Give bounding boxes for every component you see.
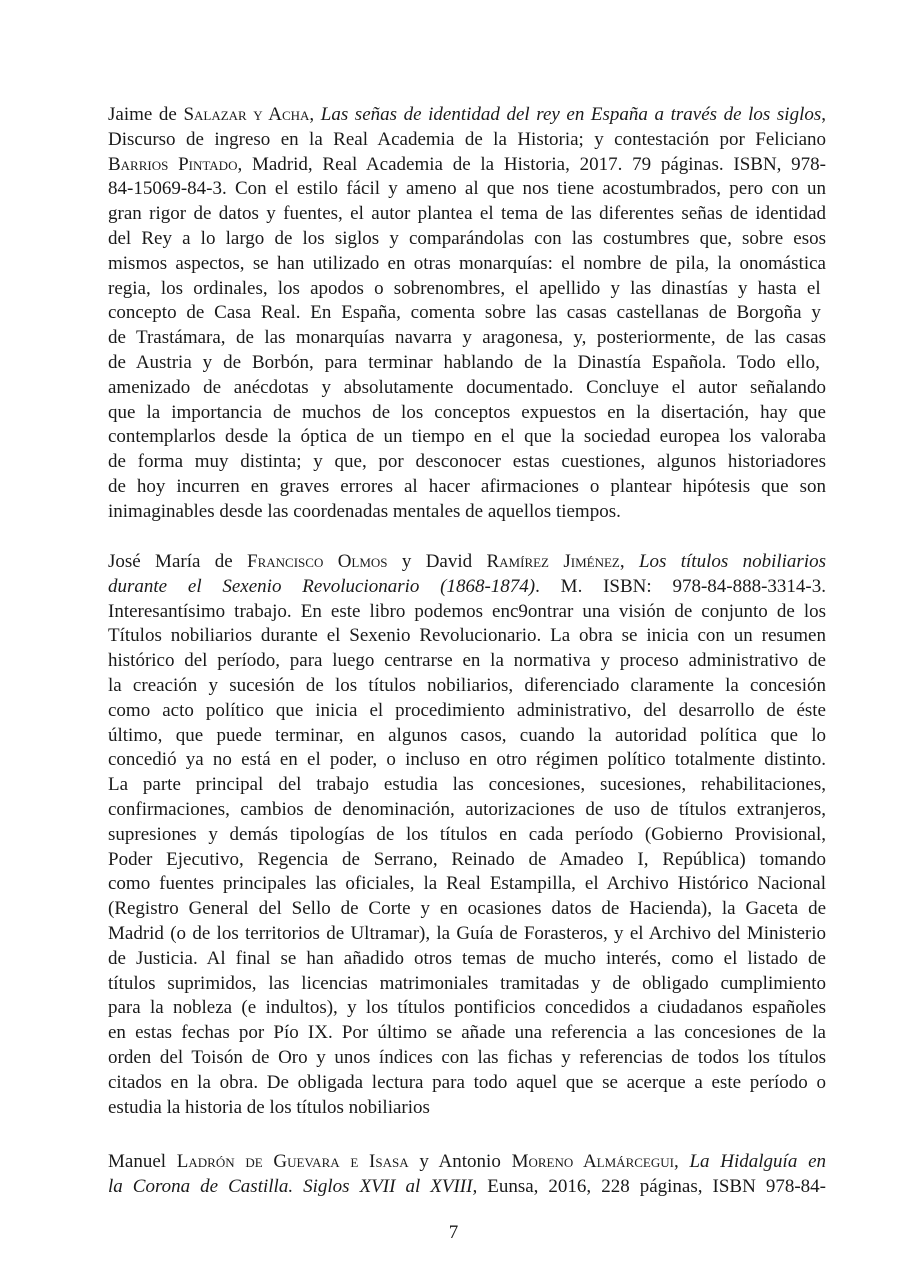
text-segment: Madrid (o de los territorios de Ultramar), la Guía de Forasteros, y el Archivo del Ministerio <box>108 922 826 944</box>
book-title: Los títulos nobiliarios <box>638 551 826 572</box>
text-segment: contemplarlos desde la óptica de un tiempo en el que la sociedad europea los valoraba <box>108 426 826 448</box>
text-line <box>108 326 826 351</box>
text-line-content <box>108 972 826 997</box>
text-line-content <box>108 1021 826 1046</box>
text-segment: en estas fechas por Pío IX. Por último se añade una referencia a las concesiones de la <box>108 1022 826 1044</box>
text-line <box>108 897 826 922</box>
text-line-content <box>108 252 826 277</box>
text-line <box>108 202 826 227</box>
text-line <box>108 1096 826 1121</box>
text-segment: , <box>821 104 826 125</box>
text-line-content <box>108 575 826 600</box>
text-line <box>108 773 826 798</box>
text-line-content <box>108 475 826 500</box>
text-segment: , Madrid, Real Academia de la Historia, 2017. 79 páginas. ISBN, 978- <box>237 153 827 175</box>
text-line-content <box>108 177 826 202</box>
text-segment: para la nobleza (e indultos), y los títulos pontificios concedidos a ciudadanos españoles <box>108 997 826 1019</box>
text-line <box>108 624 826 649</box>
text-segment: , <box>309 104 321 125</box>
text-segment: histórico del período, para luego centrarse en la normativa y proceso administrativo de <box>108 650 826 672</box>
page-number: 7 <box>448 1222 459 1243</box>
text-line-content <box>108 947 826 972</box>
text-line <box>108 103 826 128</box>
text-line-content <box>108 450 826 475</box>
text-line-content <box>108 773 826 798</box>
text-line <box>108 277 826 302</box>
text-line-content <box>108 897 826 922</box>
text-segment: . M. ISBN: 978-84-888-3314-3. <box>535 575 826 597</box>
text-line-content <box>108 1046 826 1071</box>
text-line-content <box>108 227 826 252</box>
text-segment: confirmaciones, cambios de denominación, autorizaciones de uso de títulos extranjeros, <box>108 798 826 820</box>
text-line <box>108 823 826 848</box>
text-line-content <box>108 277 821 302</box>
text-line <box>108 425 826 450</box>
book-title: durante el Sexenio Revolucionario (1868-1874) <box>108 575 536 597</box>
text-segment: 84-15069-84-3. Con el estilo fácil y ameno al que nos tiene acostumbrados, pero con un <box>108 178 826 200</box>
text-line <box>108 351 826 376</box>
text-segment: del Rey a lo largo de los siglos y comparándolas con las costumbres que, sobre esos <box>108 227 826 249</box>
text-line-content <box>108 1150 826 1175</box>
text-line-content <box>108 202 826 227</box>
text-line-content <box>108 798 826 823</box>
text-segment: Jaime de <box>108 104 184 125</box>
text-segment: estudia la historia de los títulos nobiliarios <box>108 1096 430 1118</box>
text-line <box>108 848 826 873</box>
text-line <box>108 1021 826 1046</box>
text-line <box>108 649 826 674</box>
text-line-content <box>108 624 826 649</box>
text-line <box>108 972 826 997</box>
author-surname: Barrios Pintado <box>108 153 238 175</box>
text-segment: José María de <box>108 551 248 572</box>
text-line-content <box>108 699 826 724</box>
text-segment: de Trastámara, de las monarquías navarra y aragonesa, y, posteriormente, de las casas <box>108 327 826 349</box>
text-line <box>108 301 826 326</box>
text-line <box>108 1175 826 1200</box>
text-segment: la creación y sucesión de los títulos nobiliarios, diferenciado claramente la concesión <box>108 674 826 696</box>
book-title: Las señas de identidad del rey en España a través de los siglos <box>320 104 822 125</box>
text-segment: títulos suprimidos, las licencias matrimoniales tramitadas y de obligado cumplimiento <box>108 972 826 994</box>
text-segment: orden del Toisón de Oro y unos índices con las fichas y referencias de todos los títulos <box>108 1046 826 1068</box>
text-line-content <box>108 500 621 525</box>
text-line <box>108 450 826 475</box>
text-line <box>108 550 826 575</box>
text-segment: supresiones y demás tipologías de los títulos en cada período (Gobierno Provisional, <box>108 823 826 845</box>
text-line-content <box>108 103 826 128</box>
text-segment: de Austria y de Borbón, para terminar hablando de la Dinastía Española. Todo ello, <box>108 351 820 373</box>
text-line-content <box>108 649 826 674</box>
text-line <box>108 724 826 749</box>
text-line <box>108 1046 826 1071</box>
text-line <box>108 699 826 724</box>
text-line-content <box>108 674 826 699</box>
text-line <box>108 947 826 972</box>
author-surname: Moreno Almárcegui <box>511 1151 674 1172</box>
text-line <box>108 500 826 525</box>
text-line <box>108 475 826 500</box>
book-title: la Corona de Castilla. Siglos XVII al XVIII, <box>108 1175 478 1197</box>
text-line <box>108 227 826 252</box>
text-line <box>108 401 826 426</box>
text-segment: La parte principal del trabajo estudia las concesiones, sucesiones, rehabilitaciones, <box>108 774 826 796</box>
text-line-content <box>108 425 826 450</box>
text-line-content <box>108 1175 826 1200</box>
text-segment: de forma muy distinta; y que, por desconocer estas cuestiones, algunos historiadores <box>108 451 826 473</box>
text-line-content <box>108 748 826 773</box>
text-line <box>108 798 826 823</box>
text-segment: inimaginables desde las coordenadas mentales de aquellos tiempos. <box>108 500 621 522</box>
text-segment: de hoy incurren en graves errores al hacer afirmaciones o plantear hipótesis que son <box>108 475 826 497</box>
text-line <box>108 153 826 178</box>
text-line <box>108 600 826 625</box>
review-entry-francisco-olmos <box>108 550 826 1120</box>
text-segment: Eunsa, 2016, 228 páginas, ISBN 978-84- <box>477 1175 826 1197</box>
text-line <box>108 872 826 897</box>
text-segment: concedió ya no está en el poder, o incluso en otro régimen político totalmente distinto. <box>108 749 826 771</box>
text-line <box>108 996 826 1021</box>
text-line-content <box>108 326 826 351</box>
author-surname: Salazar y Acha <box>183 104 310 125</box>
text-segment: (Registro General del Sello de Corte y en ocasiones datos de Hacienda), la Gaceta de <box>108 898 826 920</box>
text-segment: y Antonio <box>408 1151 512 1172</box>
text-segment: citados en la obra. De obligada lectura para todo aquel que se acerque a este período o <box>108 1071 826 1093</box>
text-line-content <box>108 301 821 326</box>
text-line <box>108 748 826 773</box>
text-line <box>108 177 826 202</box>
text-line-content <box>108 128 826 153</box>
text-segment: que la importancia de muchos de los conceptos expuestos en la disertación, hay que <box>108 401 826 423</box>
text-segment: , <box>673 1151 690 1172</box>
text-line-content <box>108 1096 430 1121</box>
author-surname: Ramírez Jiménez <box>486 551 620 572</box>
text-segment: y David <box>387 551 487 572</box>
text-segment: regia, los ordinales, los apodos o sobrenombres, el apellido y las dinastías y hasta el <box>108 277 821 299</box>
text-line-content <box>108 823 826 848</box>
text-line-content <box>108 401 826 426</box>
text-line-content <box>108 600 826 625</box>
text-segment: Títulos nobiliarios durante el Sexenio Revolucionario. La obra se inicia con un resumen <box>108 625 826 647</box>
review-entry-salazar <box>108 103 826 525</box>
author-surname: Ladrón de Guevara e Isasa <box>176 1151 409 1172</box>
text-line-content <box>108 351 820 376</box>
text-line <box>108 575 826 600</box>
review-entry-ladron-de-guevara <box>108 1150 826 1200</box>
text-line <box>108 128 826 153</box>
text-segment: Interesantísimo trabajo. En este libro podemos enc9ontrar una visión de conjunto de los <box>108 600 826 622</box>
text-line <box>108 674 826 699</box>
text-segment: Discurso de ingreso en la Real Academia de la Historia; y contestación por Feliciano <box>108 128 826 150</box>
text-line-content <box>108 724 826 749</box>
text-segment: como fuentes principales las oficiales, la Real Estampilla, el Archivo Histórico Nacional <box>108 873 826 895</box>
text-line <box>108 922 826 947</box>
text-segment: , <box>619 551 639 572</box>
text-segment: gran rigor de datos y fuentes, el autor plantea el tema de las diferentes señas de identidad <box>108 203 826 225</box>
text-line-content <box>108 153 826 178</box>
text-segment: último, que puede terminar, en algunos casos, cuando la autoridad política que lo <box>108 724 826 746</box>
text-line <box>108 1150 826 1175</box>
text-line-content <box>108 1071 826 1096</box>
text-segment: Poder Ejecutivo, Regencia de Serrano, Reinado de Amadeo I, República) tomando <box>108 848 826 870</box>
text-line <box>108 1071 826 1096</box>
text-line-content <box>108 848 826 873</box>
text-segment: amenizado de anécdotas y absolutamente documentado. Concluye el autor señalando <box>108 376 826 398</box>
text-segment: de Justicia. Al final se han añadido otros temas de mucho interés, como el listado de <box>108 947 826 969</box>
text-line-content <box>108 996 826 1021</box>
text-segment: como acto político que inicia el procedimiento administrativo, del desarrollo de éste <box>108 699 826 721</box>
text-segment: concepto de Casa Real. En España, comenta sobre las casas castellanas de Borgoña y <box>108 302 821 324</box>
text-segment: mismos aspectos, se han utilizado en otras monarquías: el nombre de pila, la onomástica <box>108 252 826 274</box>
text-line-content <box>108 872 826 897</box>
text-segment: Manuel <box>108 1151 177 1172</box>
text-line-content <box>108 376 826 401</box>
text-line-content <box>108 922 826 947</box>
text-line-content <box>108 550 826 575</box>
book-title: La Hidalguía en <box>689 1151 827 1172</box>
author-surname: Francisco Olmos <box>247 551 388 572</box>
text-line <box>108 252 826 277</box>
text-line <box>108 376 826 401</box>
